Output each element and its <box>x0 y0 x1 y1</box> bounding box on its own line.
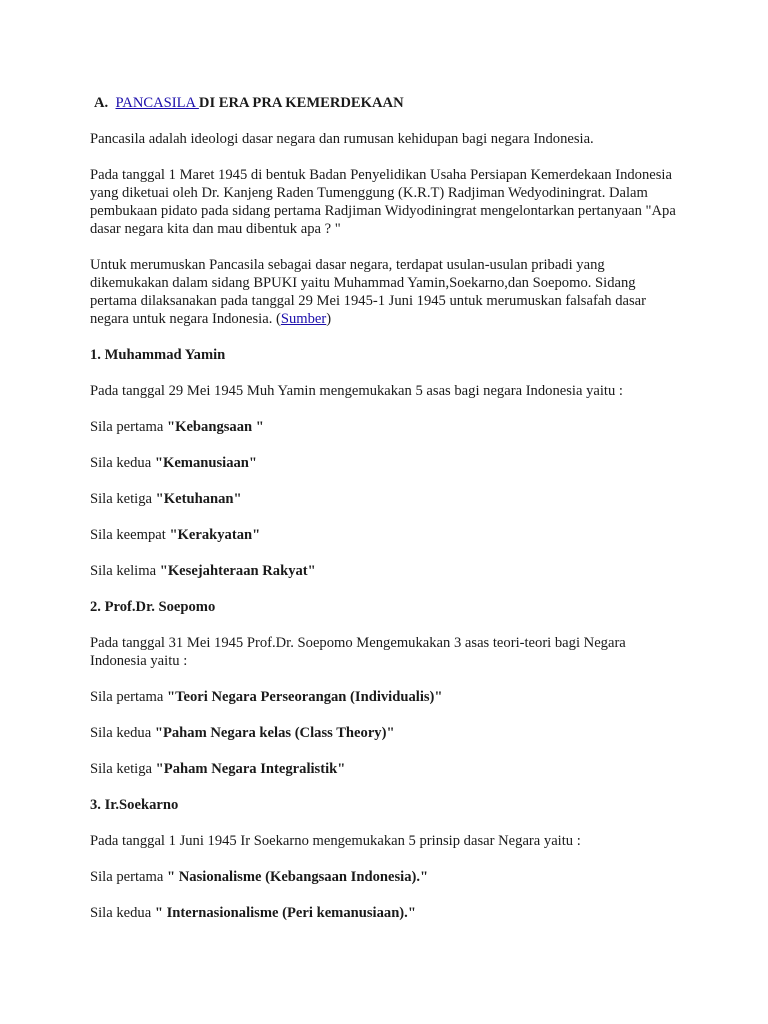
sila-label: Sila kelima <box>90 563 160 579</box>
section-title-yamin: 1. Muhammad Yamin <box>90 347 226 363</box>
sila-label: Sila pertama <box>90 689 167 705</box>
section-heading <box>90 94 680 112</box>
sila-label: Sila ketiga <box>90 761 156 777</box>
proposals-paragraph <box>90 256 680 328</box>
proposals-close: ) <box>326 311 332 327</box>
sila-value: "Kerakyatan" <box>169 527 261 543</box>
section-intro-soekarno: Pada tanggal 1 Juni 1945 Ir Soekarno mengemukakan 5 prinsip dasar Negara yaitu : <box>90 833 581 849</box>
section-intro-yamin: Pada tanggal 29 Mei 1945 Muh Yamin mengemukakan 5 asas bagi negara Indonesia yaitu : <box>90 383 623 399</box>
sila-value: " Internasionalisme (Peri kemanusiaan)." <box>154 905 416 921</box>
section-intro-soepomo: Pada tanggal 31 Mei 1945 Prof.Dr. Soepomo Mengemukakan 3 asas teori-teori bagi Negara Indonesia yaitu : <box>90 635 626 669</box>
sila-label: Sila kedua <box>90 905 155 921</box>
sila-item <box>90 526 680 544</box>
sila-value: "Kemanusiaan" <box>154 455 258 471</box>
sila-label: Sila keempat <box>90 527 170 543</box>
proposals-text: Untuk merumuskan Pancasila sebagai dasar negara, terdapat usulan-usulan pribadi yang dikemukakan dalam sidang BPUKI yaitu Muhammad Yamin,Soekarno,dan Soepomo. Sidang pertama dilaksanakan pada tanggal 29 Mei 1945-1 Juni 1945 untuk merumuskan falsafah dasar negara untuk negara Indonesia. ( <box>90 257 647 327</box>
pancasila-link[interactable]: PANCASILA <box>115 95 199 111</box>
sila-value: " Nasionalisme (Kebangsaan Indonesia)." <box>167 869 429 885</box>
document-body <box>90 94 680 940</box>
sila-label: Sila pertama <box>90 869 167 885</box>
sila-value: "Paham Negara kelas (Class Theory)" <box>154 725 395 741</box>
intro-paragraph: Pancasila adalah ideologi dasar negara dan rumusan kehidupan bagi negara Indonesia. <box>90 131 594 147</box>
sila-item <box>90 868 680 886</box>
sila-label: Sila pertama <box>90 419 167 435</box>
source-link[interactable]: Sumber <box>280 311 327 327</box>
sila-value: "Teori Negara Perseorangan (Individualis)" <box>167 689 443 705</box>
sila-value: "Kesejahteraan Rakyat" <box>159 563 316 579</box>
sila-item <box>90 454 680 472</box>
heading-prefix: A. <box>94 95 109 111</box>
sila-value: "Ketuhanan" <box>155 491 242 507</box>
sila-item <box>90 688 680 706</box>
sila-item <box>90 490 680 508</box>
sila-label: Sila kedua <box>90 455 155 471</box>
sila-value: "Paham Negara Integralistik" <box>155 761 346 777</box>
sila-label: Sila kedua <box>90 725 155 741</box>
section-title-soepomo: 2. Prof.Dr. Soepomo <box>90 599 216 615</box>
sila-item <box>90 724 680 742</box>
sila-item <box>90 760 680 778</box>
sila-label: Sila ketiga <box>90 491 156 507</box>
section-title-soekarno: 3. Ir.Soekarno <box>90 797 179 813</box>
bpupki-paragraph: Pada tanggal 1 Maret 1945 di bentuk Badan Penyelidikan Usaha Persiapan Kemerdekaan Indonesia yang diketuai oleh Dr. Kanjeng Raden Tumenggung (K.R.T) Radjiman Wedyodiningrat. Dalam pembukaan pidato pada sidang pertama Radjiman Widyodiningrat mengelontarkan pertanyaan "Apa dasar negara kita dan mau dibentuk apa ? " <box>90 167 676 237</box>
sila-value: "Kebangsaan " <box>167 419 264 435</box>
sila-item <box>90 418 680 436</box>
sila-item <box>90 562 680 580</box>
sila-item <box>90 904 680 922</box>
heading-rest: DI ERA PRA KEMERDEKAAN <box>198 95 404 111</box>
